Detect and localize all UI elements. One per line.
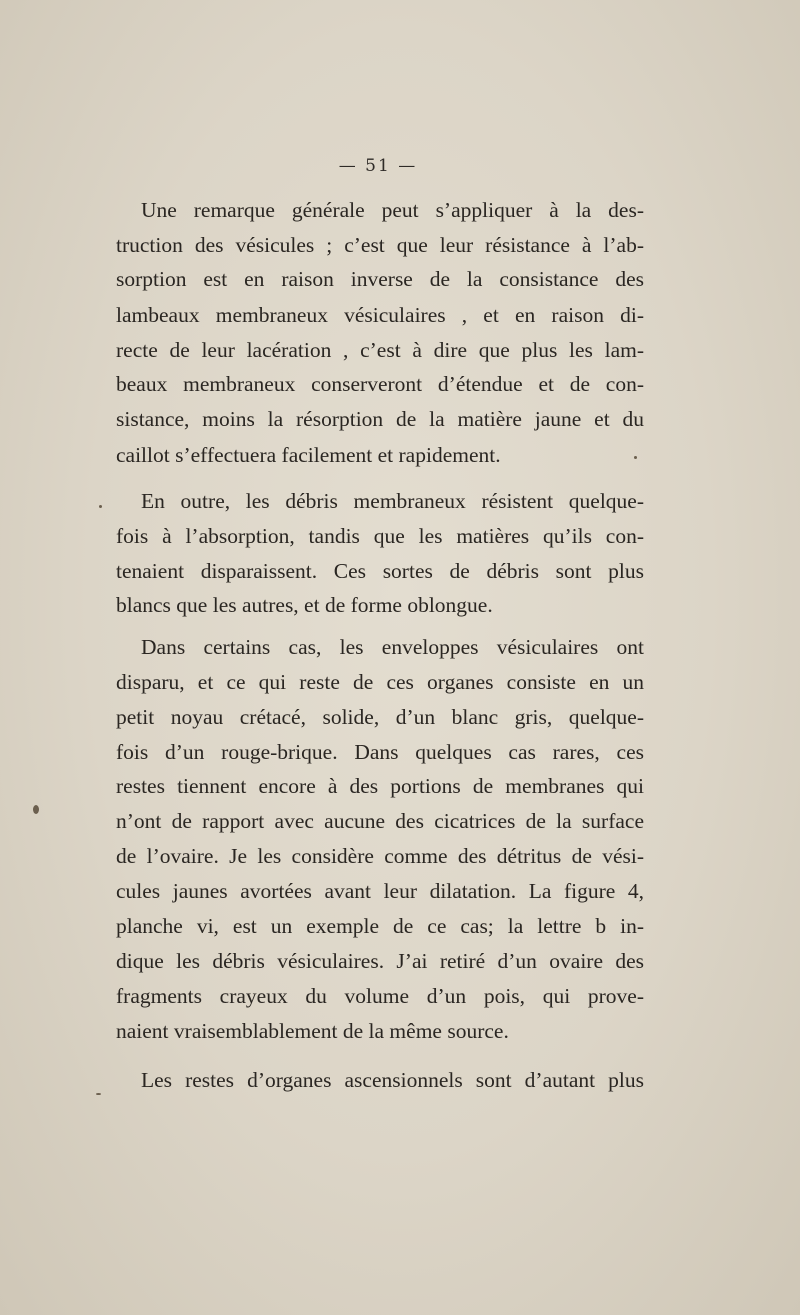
text-line: petit noyau crétacé, solide, d’un blanc gris, quelque- [116,705,644,729]
text-line: En outre, les débris membraneux résistent quelque- [141,489,644,513]
text-line: naient vraisemblablement de la même source. [116,1019,509,1043]
text-line: sorption est en raison inverse de la consistance des [116,267,644,291]
text-line: restes tiennent encore à des portions de membranes qui [116,774,644,798]
paper-speck [33,805,39,814]
text-line: disparu, et ce qui reste de ces organes consiste en un [116,670,644,694]
paper-speck [99,505,102,508]
text-line: blancs que les autres, et de forme oblongue. [116,593,493,617]
paper-speck [96,1093,101,1095]
text-line: planche vi, est un exemple de ce cas; la lettre b in- [116,914,644,938]
text-line: n’ont de rapport avec aucune des cicatrices de la surface [116,809,644,833]
text-line: truction des vésicules ; c’est que leur résistance à l’ab- [116,233,644,257]
page-number: — 51 — [338,156,418,176]
text-line: tenaient disparaissent. Ces sortes de débris sont plus [116,559,644,583]
text-line: Une remarque générale peut s’appliquer à la des- [141,198,644,222]
text-line: recte de leur lacération , c’est à dire que plus les lam- [116,338,644,362]
text-line: Dans certains cas, les enveloppes vésiculaires ont [141,635,644,659]
text-line: caillot s’effectuera facilement et rapidement. [116,443,501,467]
text-line: lambeaux membraneux vésiculaires , et en raison di- [116,303,644,327]
text-line: dique les débris vésiculaires. J’ai retiré d’un ovaire des [116,949,644,973]
text-line: fois à l’absorption, tandis que les matières qu’ils con- [116,524,644,548]
paper-speck [634,456,637,459]
text-line: Les restes d’organes ascensionnels sont d’autant plus [141,1068,644,1092]
text-line: de l’ovaire. Je les considère comme des détritus de vési- [116,844,644,868]
text-line: fragments crayeux du volume d’un pois, qui prove- [116,984,644,1008]
text-line: cules jaunes avortées avant leur dilatation. La figure 4, [116,879,644,903]
text-line: beaux membraneux conserveront d’étendue et de con- [116,372,644,396]
text-line: sistance, moins la résorption de la matière jaune et du [116,407,644,431]
text-line: fois d’un rouge-brique. Dans quelques cas rares, ces [116,740,644,764]
